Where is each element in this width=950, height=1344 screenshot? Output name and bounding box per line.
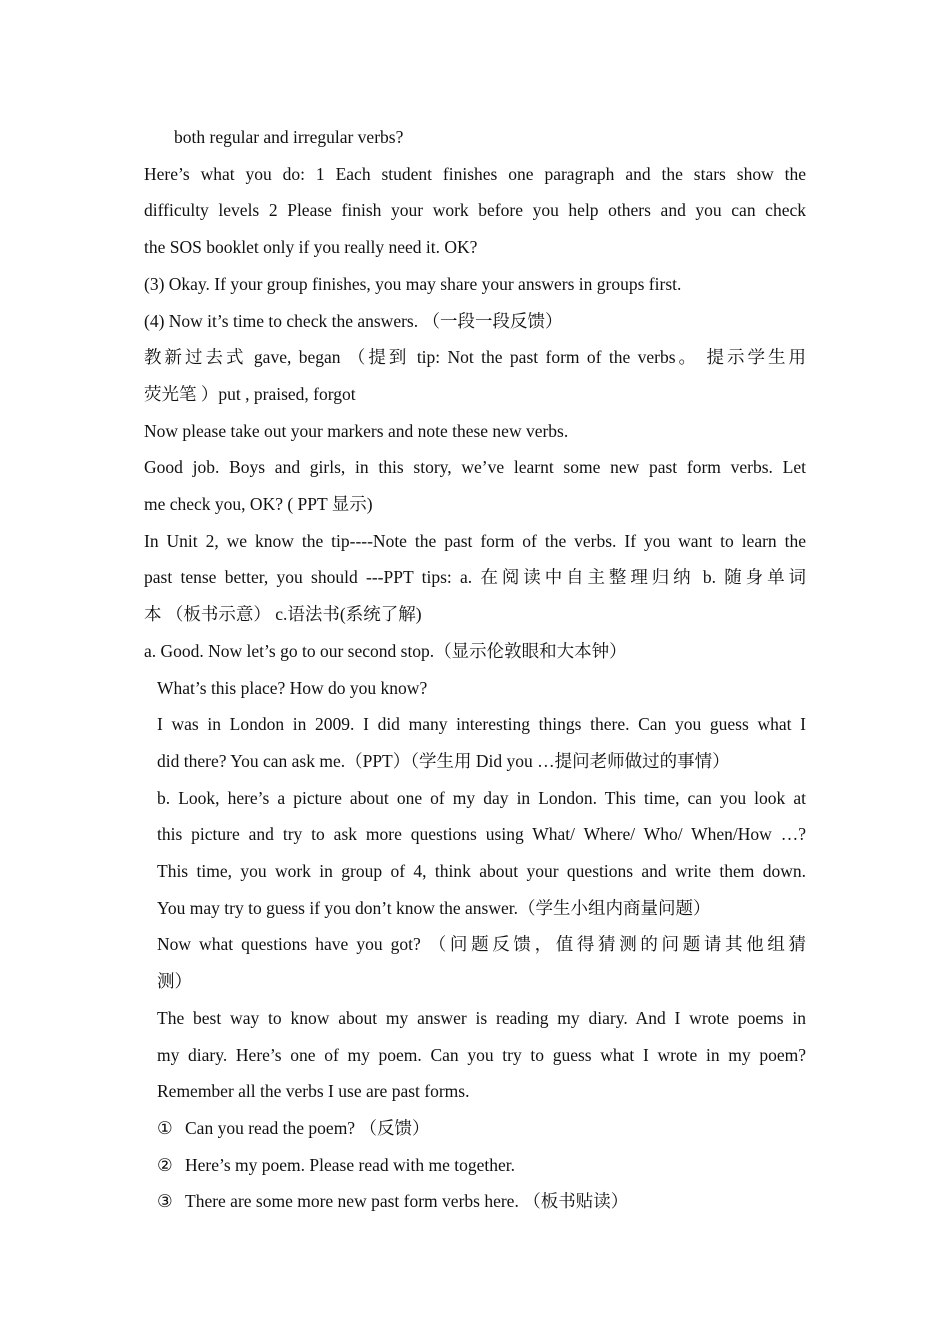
list-item [144, 1183, 806, 1220]
paragraph-this-place: What’s this place? How do you know? [157, 677, 428, 698]
paragraph-step-3: (3) Okay. If your group finishes, you may share your answers in groups first. [144, 273, 682, 294]
paragraph-second-stop: a. Good. Now let’s go to our second stop.（显示伦敦眼和大本钟） [144, 640, 627, 661]
paragraph-unit-2-tip: In Unit 2, we know the tip----Note the past form of the verbs. If you want to learn the past tense better, you should ---PPT tips: a. 在阅读中自主整理归纳 b. 随身单词 本 （板书示意） c.语法书(系统了解) [144, 530, 806, 625]
list-marker: ① [157, 1117, 173, 1138]
paragraph-london-2009: I was in London in 2009. I did many interesting things there. Can you guess what I did there? You can ask me.（PPT）（学生用 Did you …提问老师做过的事情） [157, 714, 806, 771]
list-item [144, 1110, 806, 1147]
paragraph-step-4: (4) Now it’s time to check the answers. （一段一段反馈） [144, 310, 563, 331]
list-item-text: Can you read the poem? （反馈） [185, 1117, 430, 1138]
list-item-text: There are some more new past form verbs here. （板书贴读） [185, 1191, 629, 1212]
paragraph-question-verbs: both regular and irregular verbs? [174, 127, 404, 147]
list-item [144, 1147, 806, 1184]
paragraph-diary-poem: The best way to know about my answer is reading my diary. And I wrote poems in my diary. Here’s one of my poem. Can you try to guess what I wrote in my poem? Remember all the verbs I use are past forms. [157, 1007, 806, 1102]
paragraph-questions-feedback: Now what questions have you got? （问题反馈，值得猜测的问题请其他组猜 测） [157, 934, 806, 992]
list-marker: ② [157, 1154, 173, 1175]
document-body [144, 119, 806, 1220]
paragraph-picture-questions: b. Look, here’s a picture about one of my day in London. This time, can you look at this picture and try to ask more questions using What/ Where/ Who/ When/How …? This time, you work in group of 4, think about your questions and write them down. You may try to guess if you don’t know the answer.（学生小组内商量问题） [157, 787, 806, 918]
paragraph-markers: Now please take out your markers and note these new verbs. [144, 420, 569, 441]
list-marker: ③ [157, 1191, 173, 1212]
list-item-text: Here’s my poem. Please read with me together. [185, 1154, 515, 1175]
paragraph-good-job: Good job. Boys and girls, in this story, we’ve learnt some new past form verbs. Let me check you, OK? ( PPT 显示) [144, 457, 806, 515]
paragraph-instructions: Here’s what you do: 1 Each student finishes one paragraph and the stars show the difficulty levels 2 Please finish your work before you help others and you can check the SOS booklet only if you really need it. OK? [144, 163, 806, 258]
paragraph-new-past-tense: 教新过去式 gave, began （提到 tip: Not the past form of the verbs。 提示学生用 荧光笔 ）put , praised, forgot [144, 347, 806, 404]
